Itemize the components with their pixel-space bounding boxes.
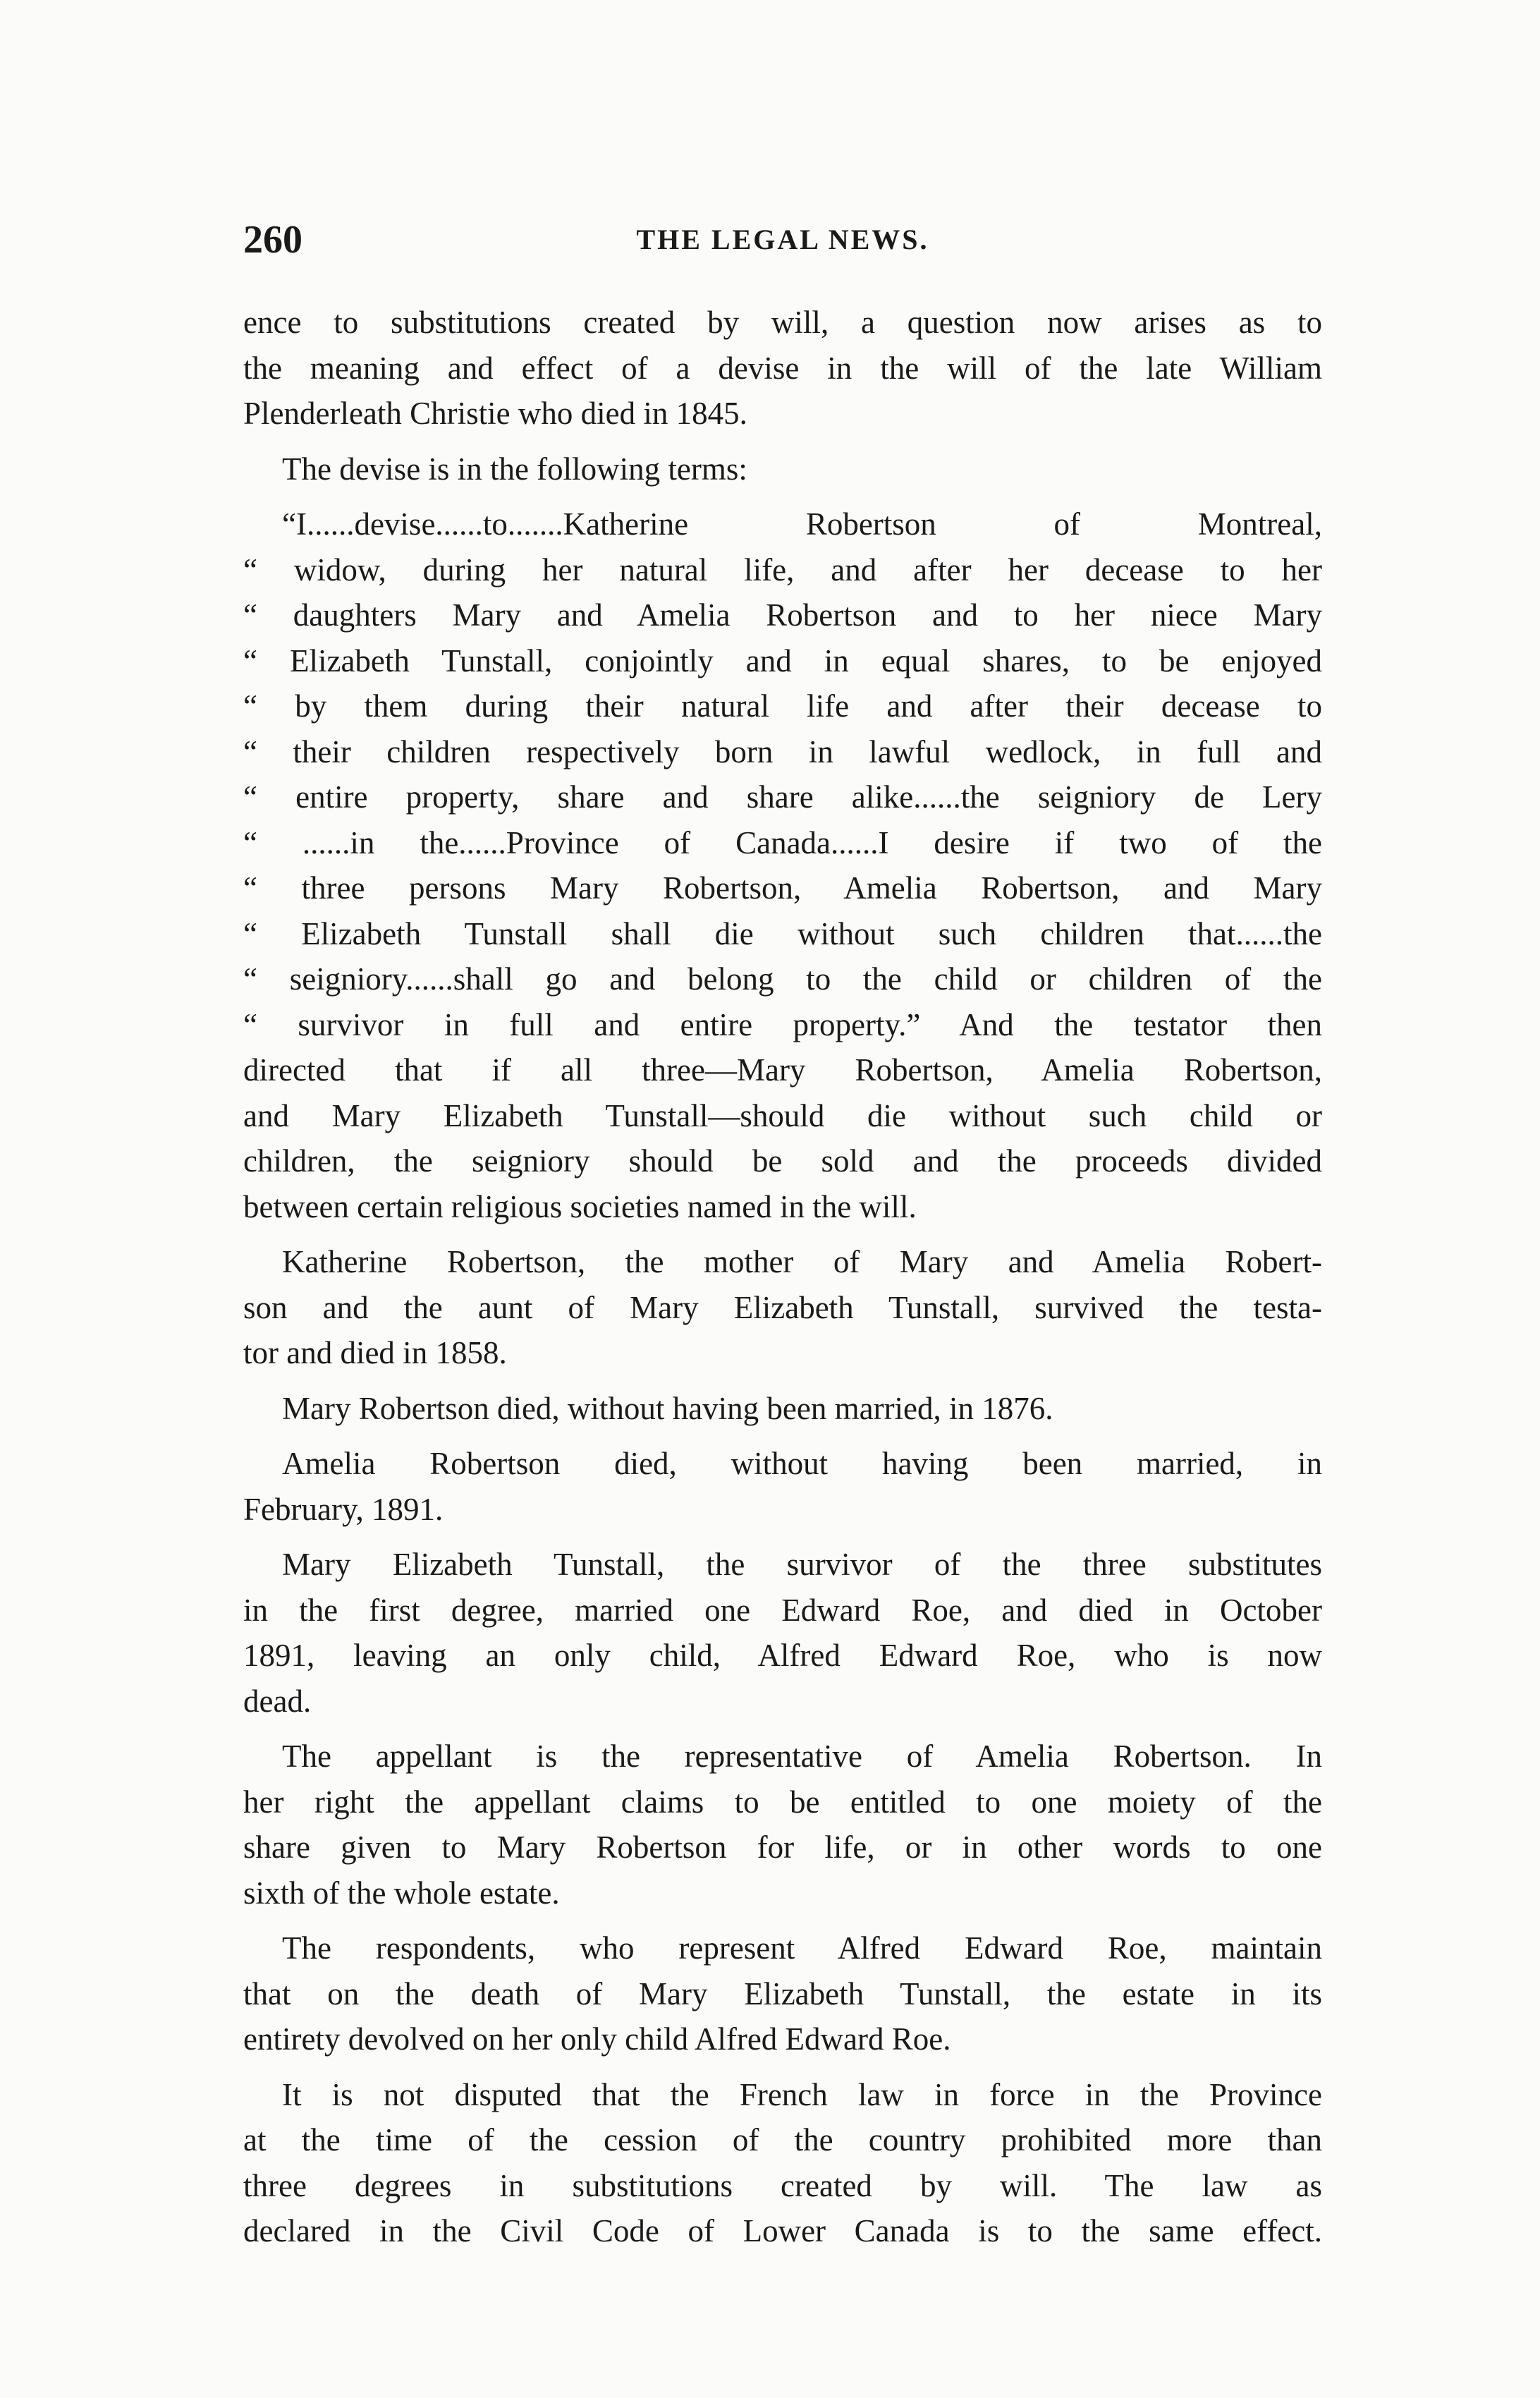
text-line: “ ......in the......Province of Canada......I desire if two of the (243, 824, 1322, 860)
text-line: It is not disputed that the French law in force in the Province (282, 2076, 1322, 2112)
text-line: “ daughters Mary and Amelia Robertson and to her niece Mary (243, 597, 1322, 633)
running-title: THE LEGAL NEWS. (636, 224, 929, 255)
text-line: her right the appellant claims to be entitled to one moiety of the (243, 1784, 1322, 1820)
text-line: tor and died in 1858. (243, 1335, 507, 1370)
text-line: sixth of the whole estate. (243, 1875, 560, 1911)
text-line: “ seigniory......shall go and belong to the child or children of the (243, 961, 1322, 997)
paragraph-10 (243, 2072, 1322, 2254)
text-line: Katherine Robertson, the mother of Mary and Amelia Robert- (282, 1244, 1322, 1279)
text-line: directed that if all three—Mary Robertson, Amelia Robertson, (243, 1052, 1322, 1088)
article-body (243, 300, 1322, 2264)
text-line: Mary Elizabeth Tunstall, the survivor of the three substitutes (282, 1547, 1322, 1582)
text-line: Mary Robertson died, without having been married, in 1876. (282, 1390, 1053, 1426)
text-line: declared in the Civil Code of Lower Canada is to the same effect. (243, 2213, 1322, 2248)
paragraph-7 (243, 1542, 1322, 1724)
text-line: that on the death of Mary Elizabeth Tunstall, the estate in its (243, 1976, 1322, 2011)
text-line: “ by them during their natural life and after their decease to (243, 688, 1322, 724)
text-line: February, 1891. (243, 1491, 444, 1527)
quoted-devise (243, 501, 1322, 1229)
paragraph-9 (243, 1925, 1322, 2062)
text-line: between certain religious societies named in the will. (243, 1188, 917, 1224)
text-line: 1891, leaving an only child, Alfred Edward Roe, who is now (243, 1638, 1322, 1673)
text-line: share given to Mary Robertson for life, or in other words to one (243, 1830, 1322, 1865)
paragraph-8 (243, 1734, 1322, 1916)
page-number: 260 (243, 218, 302, 262)
paragraph-2 (243, 446, 1322, 492)
text-line: “ entire property, share and share alike......the seigniory de Lery (243, 779, 1322, 815)
page-header (243, 212, 1322, 268)
text-line: at the time of the cession of the country prohibited more than (243, 2122, 1322, 2157)
text-line: “ Elizabeth Tunstall, conjointly and in equal shares, to be enjoyed (243, 643, 1322, 678)
text-line: The respondents, who represent Alfred Edward Roe, maintain (282, 1930, 1322, 1966)
text-line: in the first degree, married one Edward Roe, and died in October (243, 1592, 1322, 1628)
paragraph-6 (243, 1441, 1322, 1532)
paragraph-4 (243, 1239, 1322, 1376)
text-line: three degrees in substitutions created by will. The law as (243, 2167, 1322, 2203)
paragraph-1 (243, 300, 1322, 437)
text-line: The appellant is the representative of Amelia Robertson. In (282, 1739, 1322, 1774)
text-line: the meaning and effect of a devise in the will of the late William (243, 350, 1322, 386)
text-line: The devise is in the following terms: (282, 451, 747, 487)
text-line: “ Elizabeth Tunstall shall die without such children that......the (243, 915, 1322, 951)
text-line: Plenderleath Christie who died in 1845. (243, 396, 747, 431)
text-line: “ their children respectively born in lawful wedlock, in full and (243, 734, 1322, 769)
text-line: Amelia Robertson died, without having been married, in (282, 1446, 1322, 1481)
text-line: son and the aunt of Mary Elizabeth Tunstall, survived the testa- (243, 1289, 1322, 1325)
text-line: “ survivor in full and entire property.” And the testator then (243, 1006, 1322, 1042)
text-line: “ three persons Mary Robertson, Amelia Robertson, and Mary (243, 870, 1322, 906)
text-line: and Mary Elizabeth Tunstall—should die without such child or (243, 1097, 1322, 1133)
text-line: children, the seigniory should be sold and the proceeds divided (243, 1143, 1322, 1179)
text-line: “I......devise......to.......Katherine Robertson of Montreal, (282, 506, 1322, 542)
text-line: ence to substitutions created by will, a question now arises as to (243, 305, 1322, 340)
text-line: “ widow, during her natural life, and after her decease to her (243, 552, 1322, 588)
text-line: dead. (243, 1683, 312, 1719)
paragraph-5 (243, 1386, 1322, 1432)
text-line: entirety devolved on her only child Alfred Edward Roe. (243, 2021, 951, 2057)
